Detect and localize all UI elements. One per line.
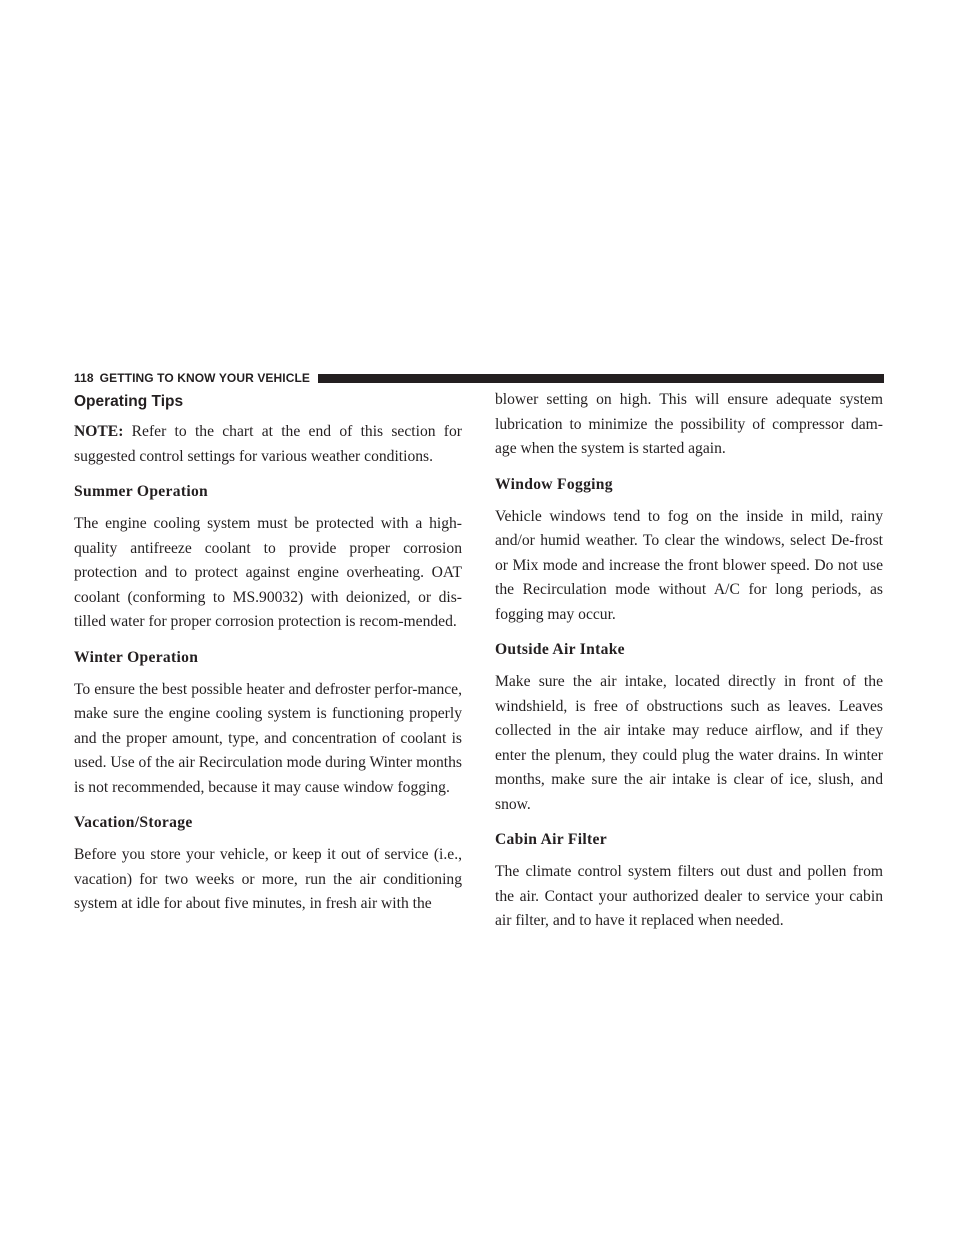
left-column — [74, 392, 462, 917]
outside-air-intake-text: Make sure the air intake, located directly in front of the windshield, is free of obstructions such as leaves. Leaves collected in the air intake may reduce airflow, and if they enter the plenum, they could plug the water drains. In winter months, make sure the air intake is clear of ice, slush, and snow. — [495, 673, 883, 813]
page-number: 118 — [74, 371, 94, 385]
note-label: NOTE: — [74, 423, 124, 440]
window-fogging-text: Vehicle windows tend to fog on the inside in mild, rainy and/or humid weather. To clear the windows, select De-frost or Mix mode and increase the front blower speed. Do not use the Recirculation mode without A/C for long periods, as fogging may occur. — [495, 507, 883, 623]
running-header — [74, 370, 884, 386]
vacation-storage-text: Before you store your vehicle, or keep it out of service (i.e., vacation) for two weeks or more, run the air conditioning system at idle for about five minutes, in fresh air with the — [74, 846, 462, 912]
vacation-storage-continued: blower setting on high. This will ensure adequate system lubrication to minimize the possibility of compressor dam-age when the system is started again. — [495, 391, 883, 457]
section-title: GETTING TO KNOW YOUR VEHICLE — [99, 371, 311, 385]
right-column — [495, 388, 883, 934]
outside-air-intake-heading: Outside Air Intake — [495, 641, 625, 658]
note-paragraph — [74, 420, 462, 469]
window-fogging-heading: Window Fogging — [495, 475, 613, 493]
winter-operation-heading: Winter Operation — [74, 648, 199, 666]
cabin-air-filter-heading: Cabin Air Filter — [495, 831, 607, 848]
header-rule — [318, 374, 884, 383]
page-title: Operating Tips — [74, 393, 184, 410]
summer-operation-text: The engine cooling system must be protected with a high-quality antifreeze coolant to provide proper corrosion protection and to protect against engine overheating. OAT coolant (conforming to MS.90032) with deionized, or dis-tilled water for proper corrosion protection is recom-mended. — [74, 515, 462, 630]
vacation-storage-heading: Vacation/Storage — [74, 814, 193, 831]
winter-operation-text: To ensure the best possible heater and defroster perfor-mance, make sure the engine cooling system is functioning properly and the proper amount, type, and concentration of coolant is used. Use of the air Recirculation mode during Winter months is not recommended, because it may cause window fogging. — [74, 680, 462, 796]
note-text: Refer to the chart at the end of this section for suggested control settings for various weather conditions. — [74, 423, 462, 465]
summer-operation-heading: Summer Operation — [74, 483, 209, 500]
cabin-air-filter-text: The climate control system filters out dust and pollen from the air. Contact your authorized dealer to service your cabin air filter, and to have it replaced when needed. — [495, 863, 883, 929]
